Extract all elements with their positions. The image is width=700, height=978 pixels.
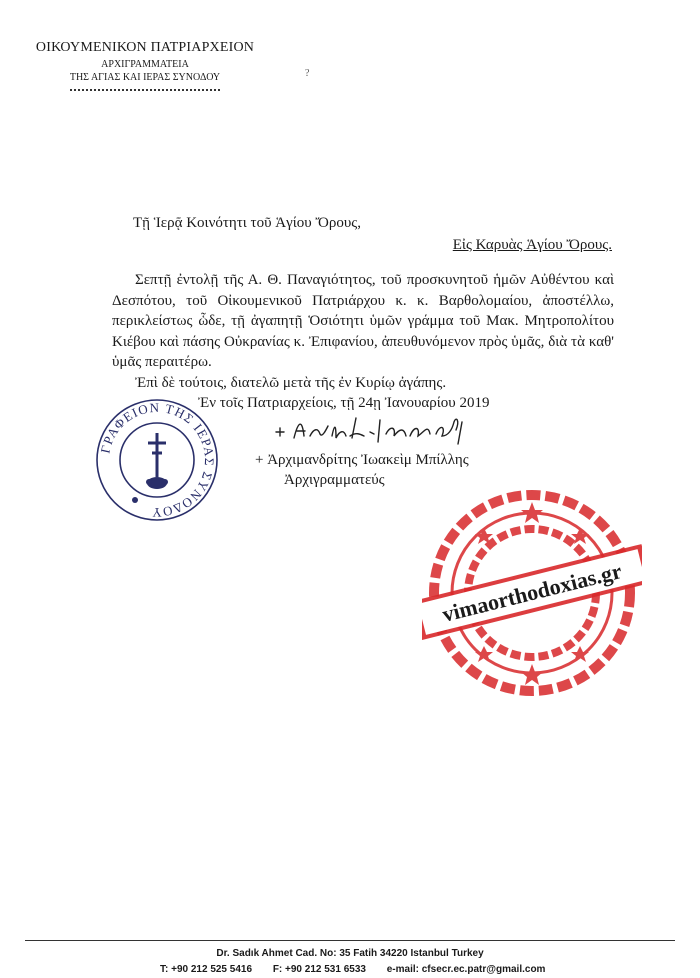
letterhead-office: ΑΡΧΙΓΡΑΜΜΑΤΕΙΑ — [101, 59, 189, 70]
protocol-mark: ? — [305, 68, 310, 79]
signer-name: + Ἀρχιμανδρίτης Ἰωακεὶμ Μπίλλης — [255, 452, 469, 468]
watermark-text: vimaorthodoxias.gr — [439, 558, 625, 627]
letterhead-synod: ΤΗΣ ΑΓΙΑΣ ΚΑΙ ΙΕΡΑΣ ΣΥΝΟΔΟΥ — [69, 72, 221, 83]
letterhead-org: ΟΙΚΟΥΜΕΝΙΚΟΝ ΠΑΤΡΙΑΡΧΕΙΟΝ — [35, 40, 255, 55]
footer-contacts — [160, 964, 563, 975]
body-paragraph: Σεπτῇ ἐντολῇ τῆς Α. Θ. Παναγιότητος, τοῦ προσκυνητοῦ ἡμῶν Αὐθέντου καὶ Δεσπότου, τοῦ Οἰκουμενικοῦ Πατριάρχου κ. κ. Βαρθολομαίου, ἀποστέλλω, περικλείστως ὧδε, τῇ ἀγαπητῇ Ὁσιότητι ὑμῶν γράμμα τοῦ Μακ. Μητροπολίτου Κιέβου καὶ πάσης Οὐκρανίας κ. Ἐπιφανίου, ἀπευθυνόμενον πρὸς ὑμᾶς, διὰ τὰ καθ' ὑμᾶς περαιτέρω. — [112, 272, 614, 370]
synod-seal — [92, 395, 222, 525]
watermark-stamp — [422, 488, 642, 703]
place-date: Ἐν τοῖς Πατριαρχείοις, τῇ 24ῃ Ἰανουαρίου 2019 — [198, 395, 490, 411]
svg-text:ΓΡΑΦΕΙΟΝ ΤΗΣ ΙΕΡΑΣ ΣΥΝΟΔΟΥ: ΓΡΑΦΕΙΟΝ ΤΗΣ ΙΕΡΑΣ ΣΥΝΟΔΟΥ — [97, 399, 218, 521]
addressee-line: Τῇ Ἱερᾷ Κοινότητι τοῦ Ἁγίου Ὄρους, — [133, 215, 361, 231]
handwritten-signature — [270, 412, 480, 446]
footer-rule — [25, 940, 675, 941]
cross-icon — [148, 433, 166, 477]
closing-paragraph: Ἐπὶ δὲ τούτοις, διατελῶ μετὰ τῆς ἐν Κυρίῳ ἀγάπης. — [135, 375, 447, 391]
letterhead-rule — [70, 89, 220, 91]
footer-email: e-mail: cfsecr.ec.patr@gmail.com — [386, 964, 546, 975]
signer-title: Ἀρχιγραμματεύς — [284, 472, 385, 488]
footer-address: Dr. Sadık Ahmet Cad. No: 35 Fatih 34220 Istanbul Turkey — [216, 948, 484, 959]
letterhead — [30, 40, 260, 91]
letter-body — [112, 270, 614, 373]
destination-line: Εἰς Καρυὰς Ἁγίου Ὄρους. — [452, 237, 612, 253]
footer-phone: T: +90 212 525 5416 — [160, 964, 253, 975]
footer-fax: F: +90 212 531 6533 — [272, 964, 366, 975]
